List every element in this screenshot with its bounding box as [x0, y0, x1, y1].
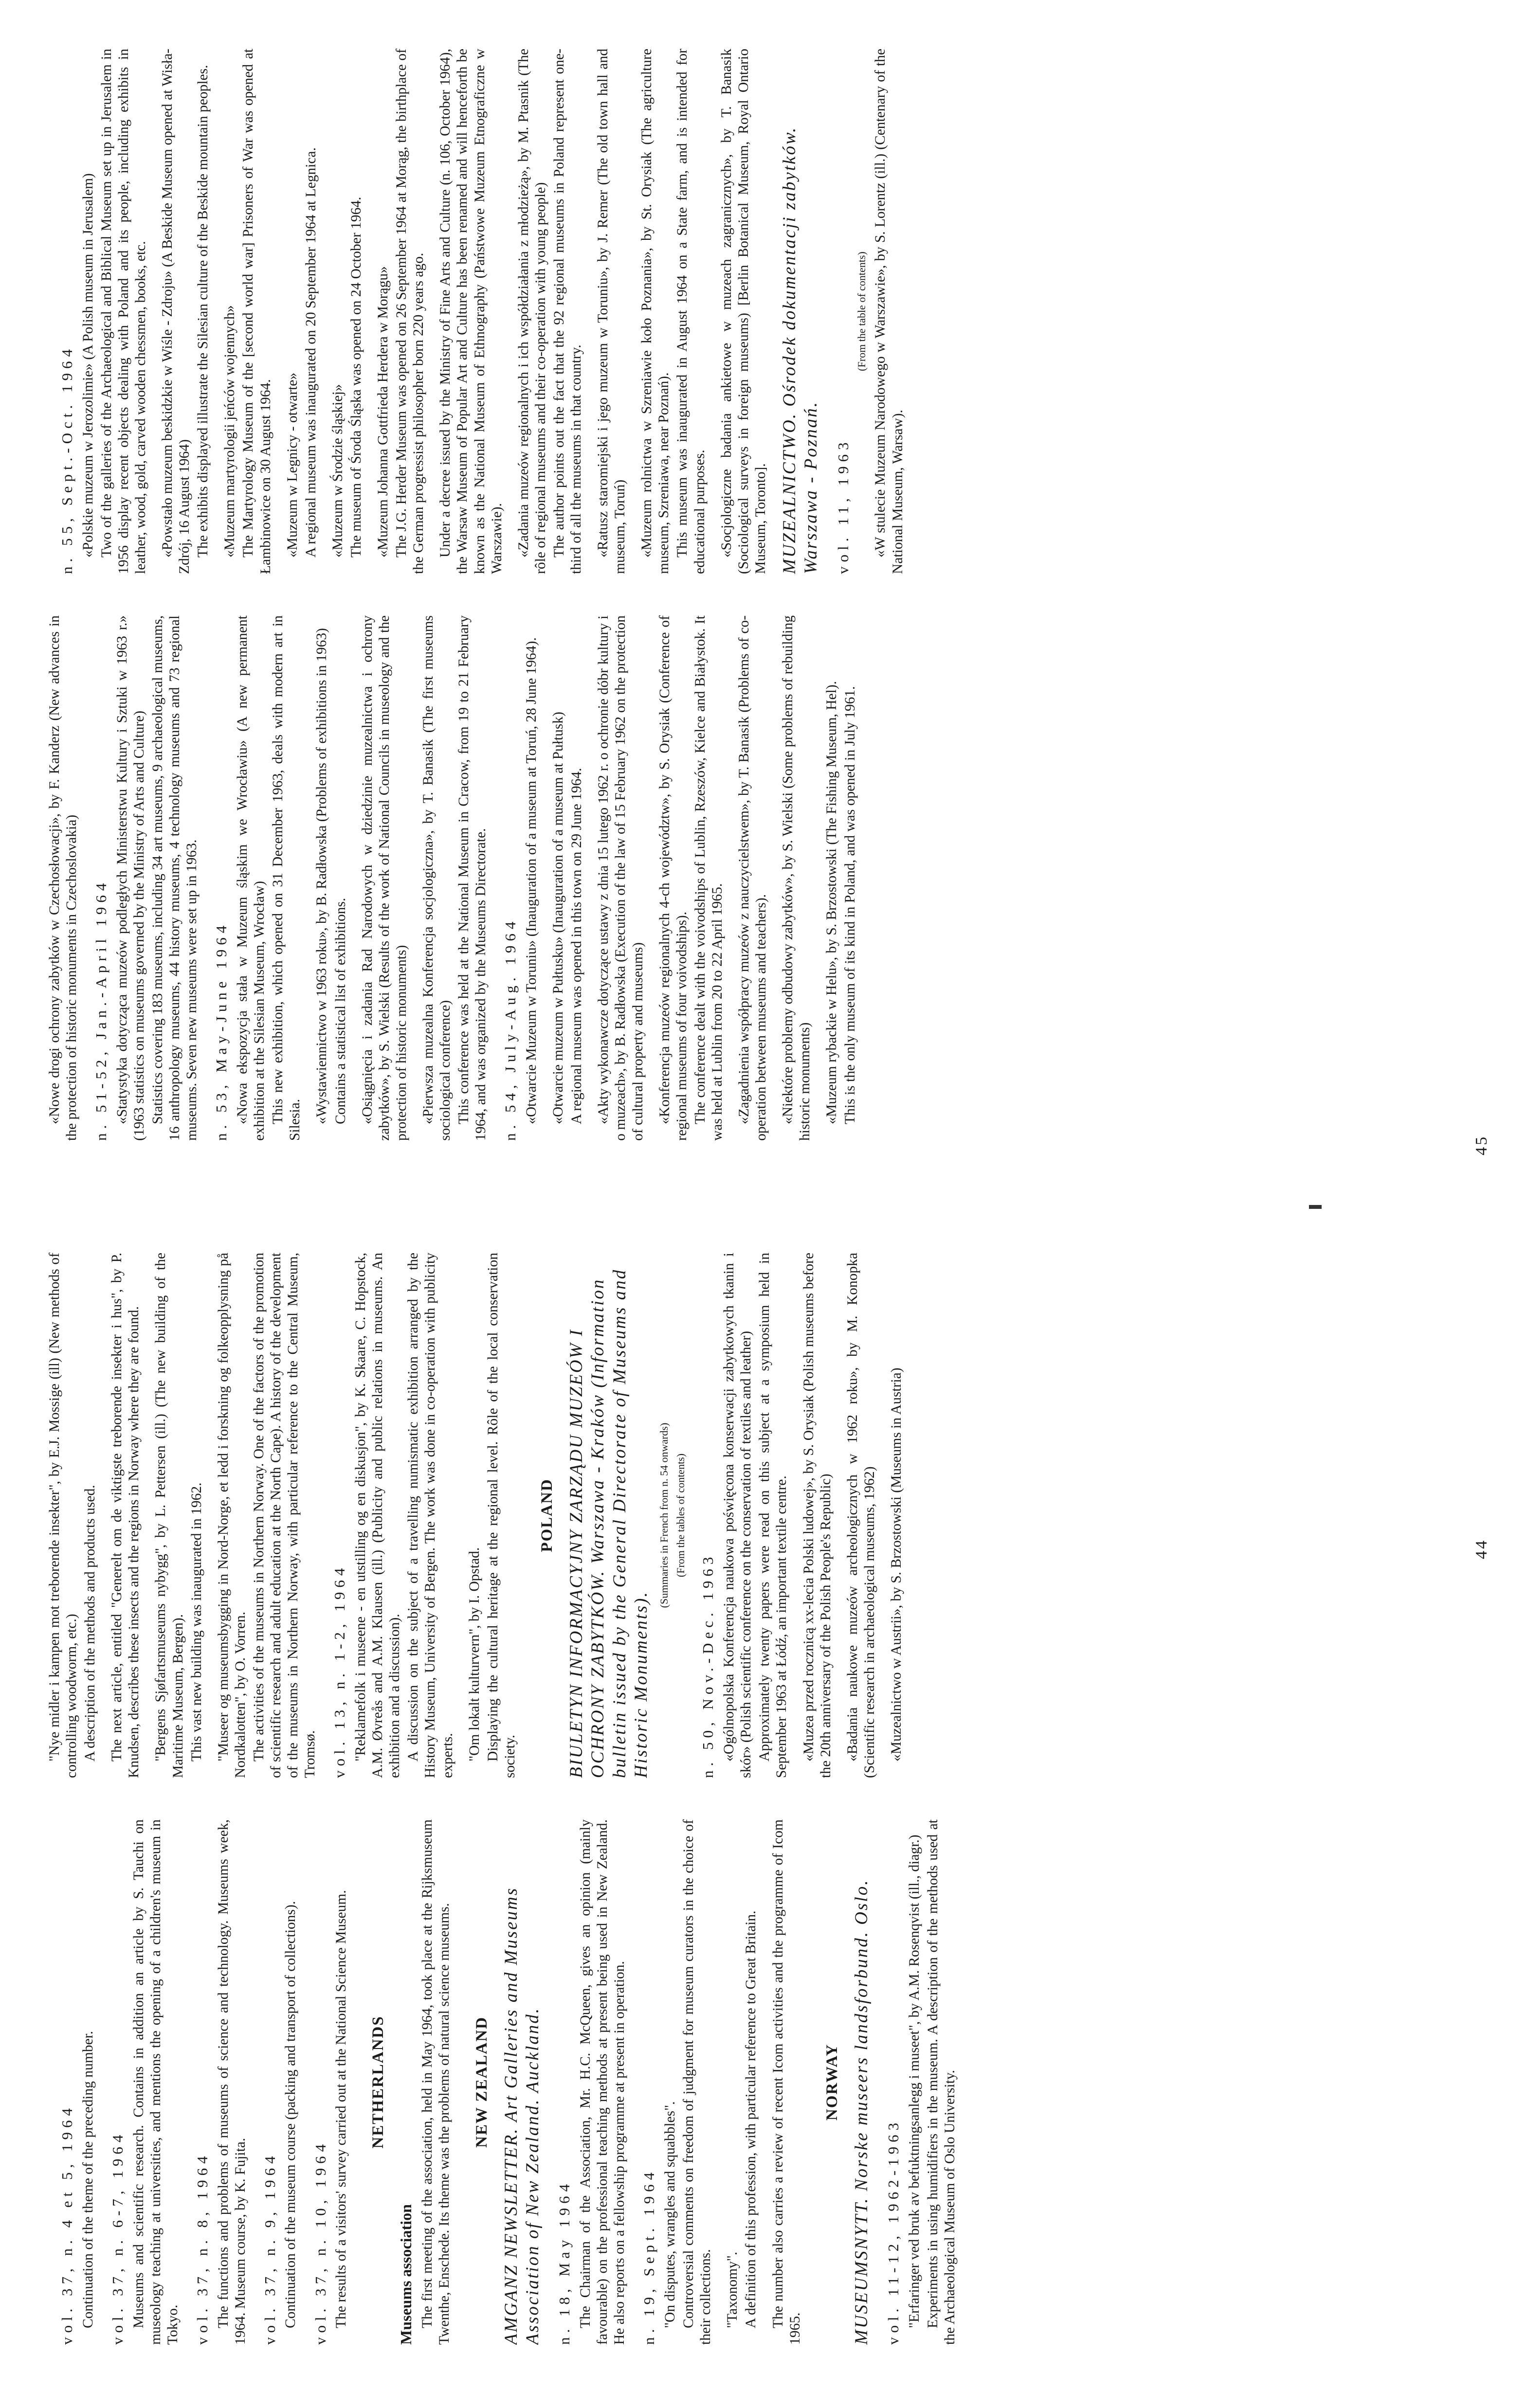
issue-label: vol. 11-12, 1962-1963: [885, 2118, 902, 2345]
entry-description: The next article, entitled "Generelt om de viktigste treborende insekter i hus", by P. Knudsen, describes these insects and the regions in Norway where they are found.: [109, 1253, 142, 1778]
bibliography-entry: [234, 615, 304, 1141]
bibliography-entry: [736, 615, 770, 1141]
entry-title: "Reklamefolk i museene - en utstilling og en diskusjon", by K. Skaare, C. Hopstock, A.M. Øvreås and A.M. Klausen (ill.) (Publicity and public relations in museums. An exhibition and a discussion).: [353, 1253, 403, 1778]
entry-title: "Om lokalt kulturvern", by I. Opstad.: [466, 1547, 482, 1761]
bibliography-entry: [420, 615, 490, 1141]
entry-title: «Muzeum rolnictwa w Szreniawie koło Poznania», by St. Orysiak (The agriculture museum, Szreniawa, near Poznań).: [639, 49, 672, 574]
issue-label: vol. 13, n. 1-2, 1964: [331, 1563, 348, 1778]
issue-label: vol. 37, n. 10, 1964: [311, 2139, 329, 2345]
issue-label: n. 19, Sept. 1964: [640, 2168, 658, 2345]
entry-description: The exhibits displayed illustrate the Silesian culture of the Beskide mountain peoples.: [195, 65, 211, 557]
bibliography-entry: [221, 49, 274, 574]
issue-label: n. 53, May-June 1964: [213, 921, 230, 1141]
entry-description: Statistics covering 183 museums, including 34 art museums, 9 archaeological museums, 16 anthropology museums, 44 history museums, 4 technology museums and 73 regional museums. Seven new museums were set up in 1963.: [150, 615, 200, 1141]
entry-title: «Otwarcie muzeum w Pułtusku» (Inauguration of a museum at Pułtusk): [550, 712, 566, 1124]
publication-title: AMGANZ NEWSLETTER. Art Galleries and Museums Association of New Zealand. Auckland.: [501, 1887, 543, 2345]
bibliography-entry: [800, 1253, 835, 1778]
entry-title: «Badania naukowe muzeów archeologicznych w 1962 roku», by M. Konopka (Scientific research in archaeological museums, 1962): [844, 1253, 877, 1778]
source-note: (Summaries in French from n. 54 onwards): [658, 1422, 671, 1608]
entry-description: The results of a visitors' survey carried out at the National Science Museum.: [333, 1890, 349, 2328]
entry-description: A discussion on the subject of a travelling numismatic exhibition arranged by the History Museum, University of Bergen. The work was done in co-operation with publicity experts.: [405, 1253, 455, 1778]
entry-title: "Bergens Sjøfartsmuseums nybygg", by L. Pettersen (ill.) (The new building of the Maritime Museum, Bergen).: [153, 1253, 186, 1778]
issue-label: vol. 37, n. 6-7, 1964: [109, 2130, 126, 2345]
bibliography-entry: [770, 1819, 804, 2345]
entry-description: Contains a statistical list of exhibitions.: [332, 898, 348, 1124]
entry-description: Two of the galleries of the Archaeological and Biblical Museum set up in Jerusalem in 1956 display recent objects dealing with Poland and its people, including exhibits in leather, wood, gold, carved wooden chessmen, books, etc.: [98, 49, 148, 574]
entry-description: Displaying the cultural heritage at the regional level. Rôle of the local conservation society.: [485, 1253, 518, 1778]
issue-label: n. 51-52, Jan.-April 1964: [92, 879, 110, 1141]
section-subheading: Museums association: [397, 2204, 415, 2345]
entry-title: «Muzeum w Środzie śląskiej»: [329, 384, 345, 557]
entry-title: «Muzeum rybackie w Helu», by S. Brzostowski (The Fishing Museum, Hel).: [824, 681, 840, 1124]
right-page-column-2: [46, 49, 1418, 574]
entry-title: «Muzeum Johanna Gottfrieda Herdera w Morągu»: [375, 266, 391, 557]
bibliography-entry: [80, 1819, 97, 2345]
entry-title: "Museer og museumsbygging in Nord-Norge, et ledd i forskning og folkeopplysning på Nordkalotten", by O. Vorren.: [215, 1253, 248, 1778]
entry-title: «Konferencja muzeów regionalnych 4-ch województw», by S. Orysiak (Conference of regional museums of four voivodships).: [656, 615, 690, 1141]
entry-description: This conference was held at the National Museum in Cracow, from 19 to 21 February 1964, and was organized by the Museums Directorate.: [456, 615, 489, 1141]
scan-smudge: [1309, 1205, 1322, 1209]
bibliography-entry: [109, 1253, 143, 1778]
bibliography-entry: [780, 615, 814, 1141]
source-note: (From the tables of contents): [674, 1453, 687, 1578]
entry-description: The J.G. Herder Museum was opened on 26 September 1964 at Morąg, the birthplace of the German progressist philosopher born 220 years ago.: [394, 49, 427, 574]
bibliography-entry: [466, 1253, 519, 1778]
bibliography-entry: [638, 49, 708, 574]
bibliography-entry: [80, 49, 149, 574]
entry-title: «Osiągnięcia i zadania Rad Narodowych w dziedzinie muzealnictwa i ochrony zabytków», by S. Wielski (Results of the work of National Councils in museology and the protection of historic monuments): [359, 615, 409, 1141]
entry-description: Experiments in using humidifiers in the museum. A description of the methods used at the Archaeological Museum of Oslo University.: [925, 1819, 958, 2345]
bibliography-entry: [329, 49, 365, 574]
page-number: 45: [1472, 1135, 1490, 1155]
entry-description: The activities of the museums in Northern Norway. One of the factors of the promotion of scientific research and adult education at the North Cape). A history of the development of the museums in Northern Norway, with particular reference to the Central Museum, Tromsø.: [251, 1253, 318, 1778]
issue-label: n. 54, July-Aug. 1964: [502, 917, 519, 1141]
bibliography-entry: [46, 615, 80, 1141]
left-page-column-2: [46, 1253, 1418, 1778]
bibliography-entry: [333, 1819, 350, 2345]
bibliography-entry: [724, 1819, 760, 2345]
source-note: (From the table of contents): [855, 252, 868, 371]
right-page-column-1: [46, 615, 1418, 1141]
entry-description: Under a decree issued by the Ministry of Fine Arts and Culture (n. 106, October 1964), the Warsaw Museum of Popular Art and Culture has been renamed and will henceforth be known as the National Museum of Ethnography (Państwowe Muzeum Etnograficzne w Warszawie).: [437, 49, 505, 574]
issue-label: vol. 37, n. 8, 1964: [193, 2152, 211, 2345]
entry-title: «Ogólnopolska Konferencja naukowa poświęcona konserwacji zabytkowych tkanin i skór» (Polish scientific conference on the conservation of textiles and leather): [721, 1253, 754, 1778]
entry-description: The Chairman of the Association, Mr. H.C. McQueen, gives an opinion (mainly favourable) on the professional teaching methods at present being used in New Zealand. He also reports on a fellowship programme at present in operation.: [578, 1819, 628, 2345]
entry-title: "Nye midler i kampen mot treborende insekter", by E.J. Mossige (ill) (New methods of controlling woodworm, etc.): [47, 1253, 80, 1778]
entry-title: «Statystyka dotycząca muzeów podległych Ministerstwu Kultury i Sztuki w 1963 r.» (1963 statistics on museums governed by the Ministry of Arts and Culture): [114, 615, 147, 1141]
publication-title: MUSEUMSNYTT. Norske museers landsforbund. Oslo.: [851, 1879, 872, 2345]
entry-title: «Polskie muzeum w Jerozolimie» (A Polish museum in Jerusalem): [80, 173, 96, 557]
bibliography-entry: [721, 1253, 790, 1778]
entry-description: Continuation of the museum course (packing and transport of collections).: [283, 1901, 299, 2328]
entry-title: «Powstało muzeum beskidzkie w Wiśle - Zdroju» (A Beskide Museum opened at Wisła-Zdrój, 16 August 1964): [160, 49, 193, 574]
bibliography-entry: [215, 1819, 249, 2345]
issue-label: vol. 11, 1963: [834, 438, 852, 574]
entry-title: «Wystawiennictwo w 1963 roku», by B. Radłowska (Problems of exhibitions in 1963): [314, 628, 330, 1124]
entry-description: This vast new building was inaugurated in 1962.: [188, 1482, 204, 1761]
bibliography-entry: [515, 49, 585, 574]
entry-title: «Muzeum martyrologii jeńców wojennych»: [222, 305, 238, 557]
bibliography-entry: [844, 1253, 878, 1778]
entry-description: The first meeting of the association, held in May 1964, took place at the Rijksmuseum Twenthe, Enschede. Its theme was the problems of natural science museums.: [419, 1819, 453, 2345]
bibliography-entry: [906, 1819, 959, 2345]
bibliography-entry: [823, 615, 859, 1141]
bibliography-entry: [577, 1819, 628, 2345]
issue-label: n. 55, Sept.-Oct. 1964: [58, 345, 75, 574]
bibliography-entry: [359, 615, 410, 1141]
entry-description: This is the only museum of its kind in Poland, and was opened in July 1961.: [842, 686, 858, 1124]
bibliography-entry: [152, 1253, 205, 1778]
bibliography-entry: [375, 49, 427, 574]
entry-title: «Otwarcie Muzeum w Toruniu» (Inauguration of a museum at Toruń, 28 June 1964).: [524, 637, 540, 1124]
left-page-column-1: [46, 1819, 1418, 2345]
entry-description: Controversial comments on freedom of judgment for museum curators in the choice of their collections.: [681, 1819, 714, 2345]
bibliography-entry: [595, 615, 646, 1141]
entry-title: "Taxonomy".: [725, 2251, 741, 2328]
bibliography-entry: [437, 49, 505, 574]
issue-label: vol. 37, n. 9, 1964: [261, 2152, 278, 2345]
bibliography-entry: [159, 49, 212, 574]
bibliography-entry: [352, 1253, 456, 1778]
entry-title: «Muzealnictwo w Austrii», by S. Brzostowski (Museums in Austria): [888, 1367, 904, 1761]
entry-title: «Zagadnienia współpracy muzeów z nauczycielstwem», by T. Banasik (Problems of co-operation between museums and teachers).: [736, 615, 769, 1141]
entry-title: «Pierwsza muzealna Konferencja socjologiczna», by T. Banasik (The first museums sociological conference): [420, 615, 454, 1141]
bibliography-entry: [656, 615, 726, 1141]
entry-title: «Akty wykonawcze dotyczące ustawy z dnia 15 lutego 1962 r. o ochronie dóbr kultury i o muzeach», by B. Radłowska (Execution of the law of 15 February 1962 on the protection of cultural property and museums): [596, 615, 646, 1141]
entry-title: «Muzea przed rocznicą xx-lecia Polski ludowej», by S. Orysiak (Polish museums before the 20th anniversary of the Polish People's Republic): [800, 1253, 834, 1778]
bibliography-entry: [662, 1819, 714, 2345]
entry-description: The Martyrology Museum of the [second world war] Prisoners of War was opened at Łambinowice on 30 August 1964.: [240, 49, 273, 574]
bibliography-entry: [523, 615, 540, 1141]
bibliography-entry: [419, 1819, 453, 2345]
bibliography-entry: [595, 49, 629, 574]
entry-title: «W stulecie Muzeum Narodowego w Warszawie», by S. Lorentz (ill.) (Centenary of the National Museum, Warsaw).: [872, 49, 906, 574]
entry-description: A regional museum was inaugurated on 20 September 1964 at Legnica.: [303, 147, 319, 557]
entry-description: A description of the methods and products used.: [82, 1485, 98, 1761]
issue-label: n. 18, May 1964: [556, 2179, 573, 2345]
entry-title: «Nowe drogi ochrony zabytków w Czechosłowacji», by F. Kanderz (New advances in the protection of historic monuments in Czechoslovakia): [47, 615, 80, 1141]
entry-title: «Niektóre problemy odbudowy zabytków», by S. Wielski (Some problems of rebuilding historic monuments): [780, 615, 813, 1141]
issue-label: n. 50, Nov.-Dec. 1963: [699, 1552, 717, 1778]
entry-description: Museums and scientific research. Contains in addition an article by S. Tauchi on museology teaching at universities, and mentions the opening of a children's museum in Tokyo.: [130, 1819, 181, 2345]
bibliography-entry: [550, 615, 585, 1141]
country-heading: NEW ZEALAND: [472, 2016, 490, 2148]
entry-description: A definition of this profession, with particular reference to Great Britain.: [743, 1910, 759, 2328]
country-heading: POLAND: [538, 1478, 556, 1552]
entry-title: "Erfaringer ved bruk av befuktningsanlegg i museet", by A.M. Rosenqvist (ill., diagr.): [906, 1834, 922, 2328]
bibliography-entry: [872, 49, 906, 574]
entry-title: «Nowa ekspozycja stała w Muzeum śląskim we Wrocławiu» (A new permanent exhibition at the Silesian Museum, Wrocław): [235, 615, 268, 1141]
bibliography-entry: [718, 49, 769, 574]
bibliography-entry: [215, 1253, 319, 1778]
bibliography-entry: [888, 1253, 905, 1778]
entry-description: The museum of Środa Śląska was opened on 24 October 1964.: [348, 197, 364, 557]
country-heading: NORWAY: [823, 2043, 841, 2121]
entry-title: «Socjologiczne badania ankietowe w muzeach zagranicznych», by T. Banasik (Sociological surveys in foreign museums) [Berlin Botanical Museum, Royal Ontario Museum, Toronto].: [718, 49, 768, 574]
bibliography-entry: [46, 1253, 99, 1778]
bibliography-entry: [313, 615, 349, 1141]
bibliography-entry: [282, 1819, 299, 2345]
bibliography-entry: [114, 615, 200, 1141]
entry-title: «Zadania muzeów regionalnych i ich współdziałania z młodzieżą», by M. Ptasnik (The rôle of regional museums and their co-operation with young people): [515, 49, 548, 574]
publication-title: MUZEALNICTWO. Ośrodek dokumentacji zabytków. Warszawa - Poznań.: [779, 126, 821, 574]
entry-description: This museum was inaugurated in August 1964 on a State farm, and is intended for educational purposes.: [674, 49, 708, 574]
bibliography-entry: [130, 1819, 182, 2345]
entry-description: The conference dealt with the voivodships of Lublin, Rzeszów, Kielce and Białystok. It was held at Lublin from 20 to 22 April 1965.: [692, 615, 725, 1141]
page-number: 44: [1472, 1539, 1490, 1559]
entry-description: A regional museum was opened in this town on 29 June 1964.: [569, 768, 585, 1124]
entry-description: The number also carries a review of recent Icom activities and the programme of Icom 1965.: [770, 1819, 803, 2345]
entry-description: The functions and problems of museums of science and technology. Museums week, 1964. Museum course, by K. Fujita.: [215, 1819, 248, 2345]
issue-label: vol. 37, n. 4 et 5, 1964: [58, 2104, 75, 2345]
publication-title: BIULETYN INFORMACYJNY ZARZĄDU MUZEÓW I OCHRONY ZABYTKÓW. Warszawa - Kraków (Information bulletin issued by the General Directorate of Museums and Historic Monuments).: [566, 1268, 652, 1778]
entry-title: «Muzeum w Legnicy - otwarte»: [284, 372, 300, 557]
bibliography-entry: [284, 49, 320, 574]
entry-description: Approximately twenty papers were read on this subject at a symposium held in September 1963 at Łódź, an important textile centre.: [757, 1253, 790, 1778]
country-heading: NETHERLANDS: [369, 2015, 387, 2149]
left-page: [0, 1204, 1526, 2408]
entry-description: This new exhibition, which opened on 31 December 1963, deals with modern art in Silesia.: [270, 615, 303, 1141]
entry-description: The author points out the fact that the 92 regional museums in Poland represent one-third of all the museums in that country.: [551, 49, 584, 574]
entry-description: Continuation of the theme of the preceding number.: [80, 2031, 96, 2328]
entry-title: "On disputes, wrangles and squabbles".: [662, 2101, 678, 2328]
entry-title: «Ratusz staromiejski i jego muzeum w Toruniu», by J. Remer (The old town hall and museum, Toruń): [595, 49, 628, 574]
